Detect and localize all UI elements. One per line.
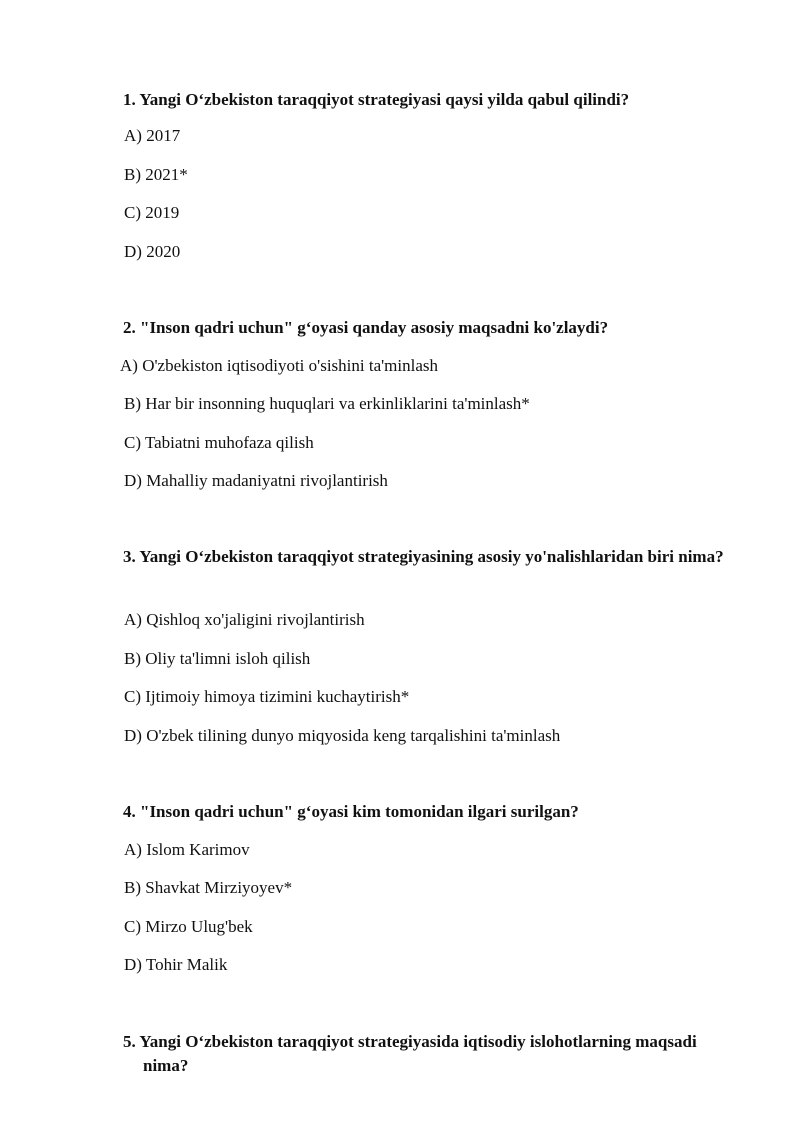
question-1-option-a: A) 2017 [124,126,181,145]
question-2-option-d: D) Mahalliy madaniyatni rivojlantirish [124,471,388,490]
question-3-option-d: D) O'zbek tilining dunyo miqyosida keng tarqalishini ta'minlash [124,726,561,745]
question-4 [123,800,753,824]
question-1-option-b: B) 2021* [124,165,188,184]
question-1-option-c: C) 2019 [124,203,180,222]
question-2 [123,316,753,340]
question-1-text: 1. Yangi O‘zbekiston taraqqiyot strategiyasi qaysi yilda qabul qilindi? [123,90,630,109]
question-1 [123,88,753,112]
question-1-option-d: D) 2020 [124,242,181,261]
question-4-option-a: A) Islom Karimov [124,840,250,859]
question-5-text: 5. Yangi O‘zbekiston taraqqiyot strategiyasida iqtisodiy islohotlarning maqsadi nima? [123,1032,697,1075]
question-3-option-a: A) Qishloq xo'jaligini rivojlantirish [124,610,365,629]
question-4-option-c: C) Mirzo Ulug'bek [124,917,253,936]
question-4-option-b: B) Shavkat Mirziyoyev* [124,878,293,897]
question-4-option-d: D) Tohir Malik [124,955,228,974]
question-3-option-b: B) Oliy ta'limni isloh qilish [124,649,311,668]
question-5 [123,1030,703,1078]
question-3-option-c: C) Ijtimoiy himoya tizimini kuchaytirish* [124,687,410,706]
question-2-option-b: B) Har bir insonning huquqlari va erkinliklarini ta'minlash* [124,394,530,413]
question-2-option-a: A) O'zbekiston iqtisodiyoti o'sishini ta'minlash [120,356,439,375]
question-2-option-c: C) Tabiatni muhofaza qilish [124,433,314,452]
question-3 [123,545,753,569]
question-4-text: 4. "Inson qadri uchun" g‘oyasi kim tomonidan ilgari surilgan? [123,802,579,821]
question-3-text: 3. Yangi O‘zbekiston taraqqiyot strategiyasining asosiy yo'nalishlaridan biri nima? [123,547,724,566]
question-2-text: 2. "Inson qadri uchun" g‘oyasi qanday asosiy maqsadni ko'zlaydi? [123,318,609,337]
